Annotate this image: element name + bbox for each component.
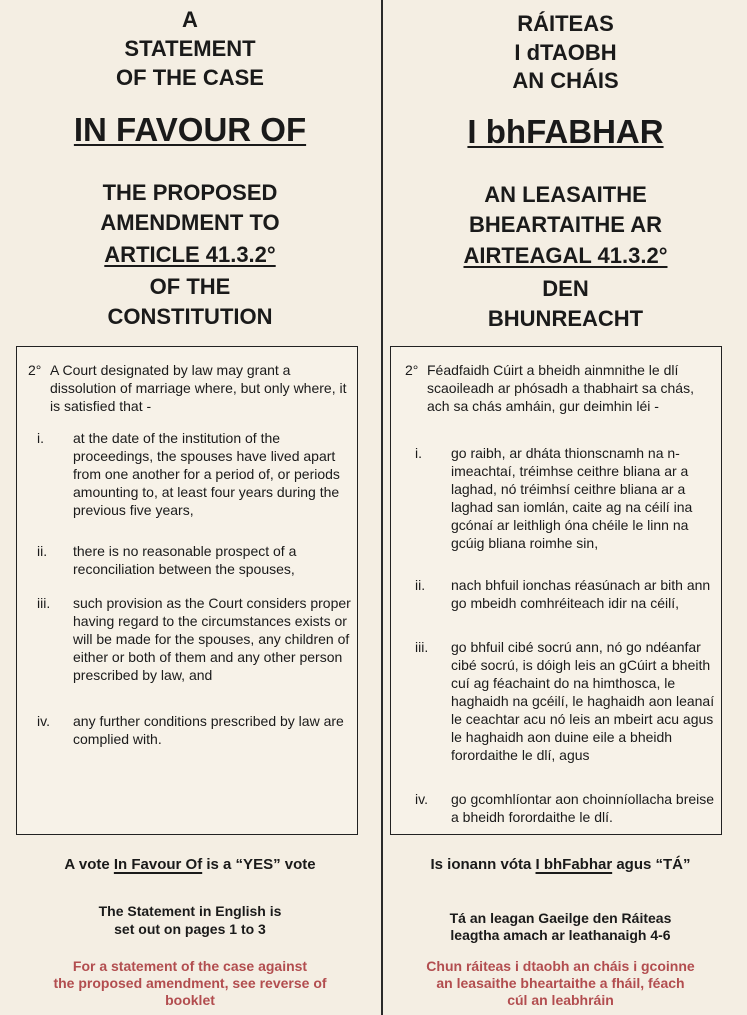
heading-main xyxy=(0,111,380,149)
heading-line: AN LEASAITHE xyxy=(484,182,647,207)
item-number: i. xyxy=(415,445,422,461)
vote-underlined: In Favour Of xyxy=(113,856,203,873)
heading-main-text: I bhFABHAR xyxy=(467,113,664,150)
against-note-line: an leasaithe bheartaithe a fháil, féach xyxy=(436,975,685,991)
item-number: i. xyxy=(37,430,44,446)
item-text: there is no reasonable prospect of a reconciliation between the spouses, xyxy=(73,543,297,577)
vote-statement xyxy=(0,856,380,874)
item-number: iii. xyxy=(415,639,429,655)
heading-article-text: ARTICLE 41.3.2° xyxy=(104,242,276,267)
vote-statement xyxy=(374,856,747,874)
heading-line: THE PROPOSED xyxy=(102,180,278,205)
heading-line: OF THE xyxy=(149,274,231,299)
clause-number: 2° xyxy=(405,362,419,378)
amendment-text-box xyxy=(390,346,722,835)
clause-number: 2° xyxy=(28,362,42,378)
heading-line: BHEARTAITHE AR xyxy=(468,212,663,237)
heading-line: BHUNREACHT xyxy=(487,306,644,331)
item-number: iv. xyxy=(37,713,50,729)
item-text: at the date of the institution of the proceedings, the spouses have lived apart from one another for a period of, or periods amounting to, at least four years during the previous five years, xyxy=(73,430,340,518)
heading-line: STATEMENT xyxy=(124,36,256,61)
vote-text: Is ionann vóta xyxy=(430,856,536,873)
heading-line: RÁITEAS xyxy=(517,11,614,36)
item-number: ii. xyxy=(415,577,426,593)
against-note-line: Chun ráiteas i dtaobh an cháis i gcoinne xyxy=(426,958,695,974)
item-text: such provision as the Court considers proper having regard to the circumstances exists or will be made for the spouses, any children of either or both of them and any other person prescribed by law, and xyxy=(73,595,351,683)
heading-line: AN CHÁIS xyxy=(512,68,619,93)
vote-text: agus “TÁ” xyxy=(612,856,691,873)
item-number: iii. xyxy=(37,595,51,611)
irish-note-line: leagtha amach ar leathanaigh 4-6 xyxy=(450,927,671,943)
against-note-line: booklet xyxy=(165,992,215,1008)
vote-text: A vote xyxy=(64,856,114,873)
heading-main-text: IN FAVOUR OF xyxy=(73,111,307,148)
item-number: iv. xyxy=(415,791,428,807)
against-note-line: the proposed amendment, see reverse of xyxy=(53,975,327,991)
clause-text: Féadfaidh Cúirt a bheidh ainmnithe le dlí scaoileadh ar phósadh a thabhairt sa chás, ach sa chás amháin, gur deimhin léi - xyxy=(427,362,694,414)
item-text: nach bhfuil ionchas réasúnach ar bith ann go mbeidh comhréiteach idir na céilí, xyxy=(451,577,711,611)
heading-article xyxy=(384,242,747,269)
item-text: go gcomhlíontar aon choinníollacha breise a bheidh forordaithe le dlí. xyxy=(451,791,715,825)
heading-line: I dTAOBH xyxy=(514,40,617,65)
vote-underlined: I bhFabhar xyxy=(535,856,613,873)
heading-line: A xyxy=(182,7,198,32)
item-text: any further conditions prescribed by law are complied with. xyxy=(73,713,344,747)
item-number: ii. xyxy=(37,543,48,559)
heading-line: DEN xyxy=(542,276,589,301)
heading-article-text: AIRTEAGAL 41.3.2° xyxy=(463,243,668,268)
item-text: go bhfuil cibé socrú ann, nó go ndéanfar cibé socrú, is dóigh leis an gCúirt a bheith cuí ag féachaint do na himthosca, le haghaidh na gcéilí, le haghaidh aon leanaí le ceachtar acu nó leis an mbeirt acu agus le haghaidh aon duine eile a bheidh forordaithe le dlí, agus xyxy=(451,639,715,763)
item-text: go raibh, ar dháta thionscnamh na n-imeachtaí, tréimhse ceithre bliana ar a laghad, nó tréimhsí ceithre bliana ar a laghad san iomlán, caite ag na céilí ina gcónaí ar leithligh óna chéile le linn na gcúig bliana roimhe sin, xyxy=(451,445,693,551)
english-note-line: set out on pages 1 to 3 xyxy=(114,921,266,937)
english-note-line: The Statement in English is xyxy=(98,903,282,919)
amendment-text-box xyxy=(16,346,358,835)
against-note-line: cúl an leabhráin xyxy=(507,992,614,1008)
heading-main xyxy=(384,113,747,151)
irish-note-line: Tá an leagan Gaeilge den Ráiteas xyxy=(449,910,672,926)
heading-line: OF THE CASE xyxy=(116,65,264,90)
vote-text: is a “YES” vote xyxy=(202,856,316,873)
clause-text: A Court designated by law may grant a dissolution of marriage where, but only where, it is satisfied that - xyxy=(50,362,347,414)
heading-line: CONSTITUTION xyxy=(107,304,273,329)
against-note-line: For a statement of the case against xyxy=(72,958,308,974)
heading-line: AMENDMENT TO xyxy=(100,210,280,235)
heading-article xyxy=(0,241,380,268)
